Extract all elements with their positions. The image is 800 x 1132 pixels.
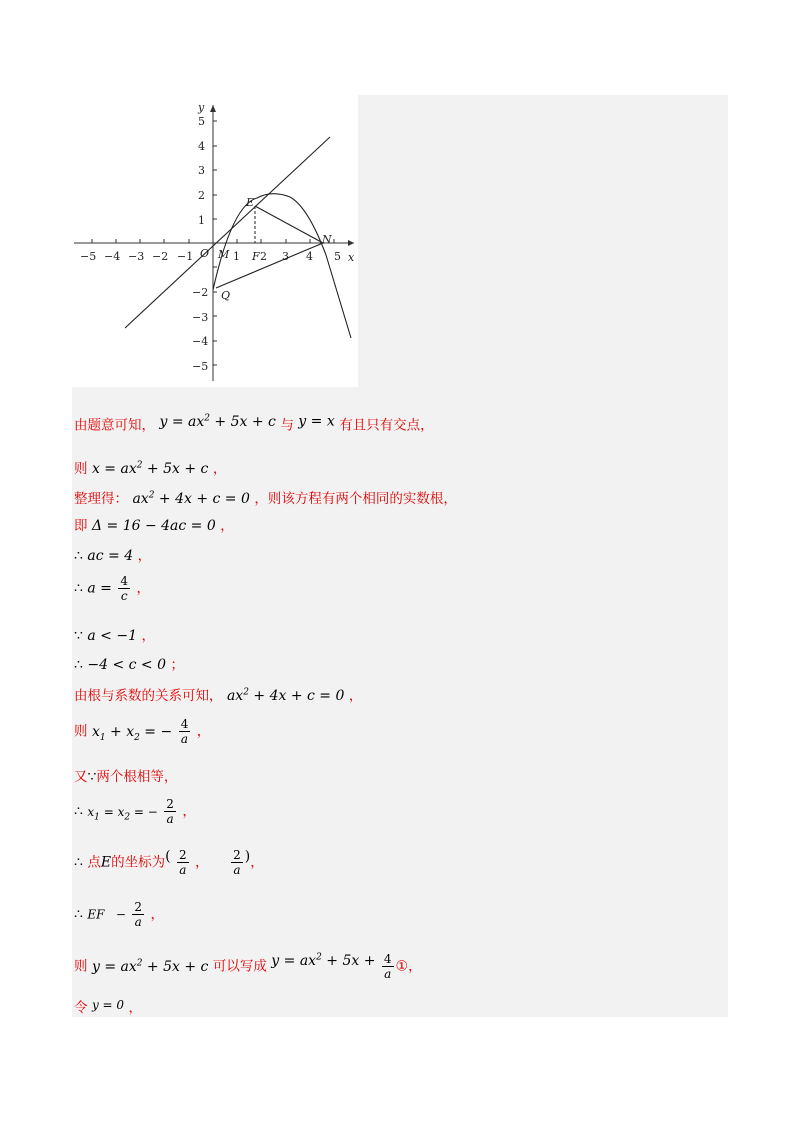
x-tick-label: 5: [334, 250, 341, 263]
x-tick-label: 4: [306, 250, 313, 263]
fraction: $\frac{2}{a}$: [166, 797, 174, 826]
text-line-3: 整理得： $ax^2 + 4x + c = 0$ ，则该方程有两个相同的实数根，: [74, 490, 457, 507]
text-line-1: 由题意可知， $y = ax^2 + 5x + c$ 与 y = x 有且只有交点，: [74, 413, 434, 434]
text-line-5: ∴ ac = 4 ，: [74, 548, 152, 564]
text-line-13: ∴ 点E的坐标为( $\frac{2}{a}$ ， $\frac{2}{a}$ )，: [74, 848, 264, 877]
y-axis-arrow: [210, 105, 216, 112]
x-axis-arrow: [348, 240, 354, 246]
text-line-4: 即 Δ = 16 − 4ac = 0 ，: [74, 518, 234, 534]
y-tick-label: 2: [198, 189, 205, 202]
point-E-label: E: [246, 196, 255, 209]
text-line-15: 则 $y = ax^2 + 5x + c$ 可以写成 $y = ax^2 + 5x$ + $\frac{4}{a}$ ①，: [74, 952, 422, 982]
fraction: $\frac{2}{a}$: [134, 900, 143, 929]
x-tick-label: 3: [282, 250, 289, 263]
text-line-11: 又∵两个根相等，: [74, 769, 178, 785]
y-tick-label: 1: [198, 214, 205, 227]
x-tick-label: −4: [104, 250, 121, 263]
text-line-14: ∴ EF − $\frac{2}{a}$ ，: [74, 900, 165, 929]
text-line-6: ∴ a = $\frac{4}{c}$ ，: [74, 574, 150, 603]
point-Q-label: Q: [221, 289, 231, 302]
x-tick-label: −1: [177, 250, 194, 263]
text-line-8: ∴ −4 < c < 0 ；: [74, 657, 184, 673]
text-line-7: ∵ a < −1 ，: [74, 628, 155, 644]
text-line-9: 由根与系数的关系可知， $ax^2 + 4x + c = 0$ ，: [74, 687, 363, 704]
y-tick-label: 5: [198, 115, 205, 128]
y-tick-label: 3: [198, 164, 205, 177]
text-line-12: ∴ $x_1 = x_2$ = − $\frac{2}{a}$ ，: [74, 797, 196, 826]
y-tick-label: 4: [198, 140, 205, 153]
fraction: $\frac{4}{a}$: [180, 717, 189, 746]
x-tick-label: −5: [80, 250, 97, 263]
text-line-10: 则 $x_1 + x_2$ = − $\frac{4}{a}$ ，: [74, 717, 211, 746]
x-axis-label: x: [348, 251, 355, 264]
x-tick-label: −3: [128, 250, 145, 263]
text-line-16: 令 y = 0 ，: [74, 998, 143, 1016]
fraction: $\frac{2}{a}$: [179, 848, 187, 877]
x-tick-label: −2: [152, 250, 169, 263]
text-line-2: 则 $x = ax^2 + 5x + c$ ，: [74, 460, 227, 477]
graph-svg: [72, 95, 358, 387]
point-N-label: N: [322, 233, 332, 246]
y-tick-label: −4: [192, 335, 209, 348]
y-tick-label: −5: [192, 360, 209, 373]
y-tick-label: −3: [192, 311, 209, 324]
y-tick-label: −2: [192, 286, 209, 299]
point-M-label: M: [218, 248, 230, 261]
x-tick-label: 1: [233, 250, 240, 263]
point-F-subscript: 2: [260, 250, 267, 263]
origin-label: O: [200, 247, 210, 260]
point-F-label: F: [252, 250, 260, 263]
coordinate-graph: [72, 95, 358, 387]
parabola-curve: [213, 194, 351, 338]
fraction: $\frac{2}{a}$: [233, 848, 241, 877]
fraction: $\frac{4}{a}$: [383, 952, 392, 982]
fraction: $\frac{4}{c}$: [120, 574, 128, 603]
y-axis-label: y: [198, 101, 205, 114]
